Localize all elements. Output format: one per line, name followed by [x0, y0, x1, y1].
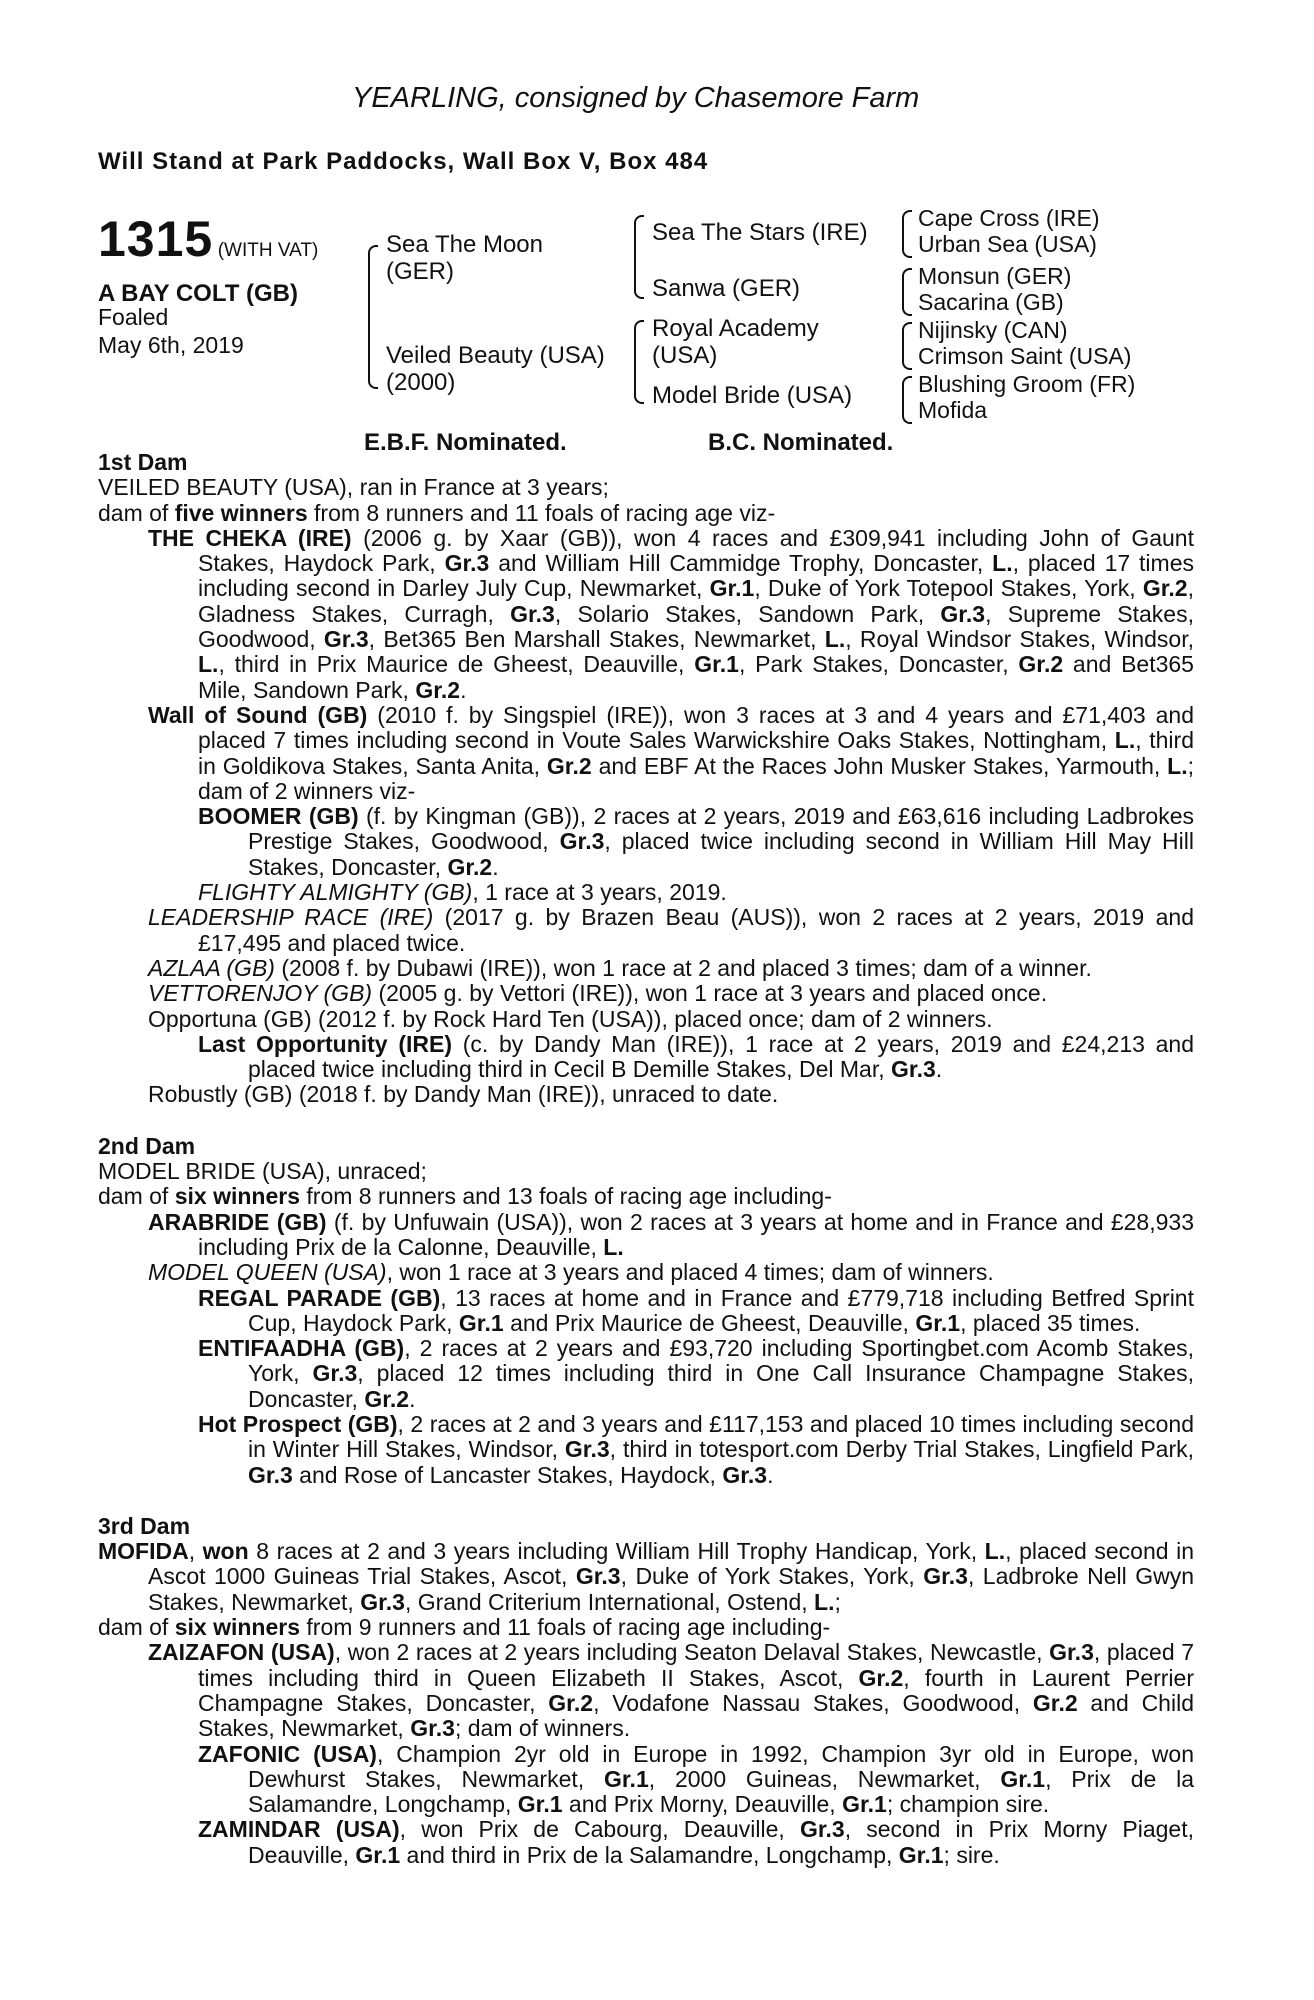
- dam-sire-line2: (USA): [652, 342, 718, 369]
- race-grade: Gr.2: [546, 752, 592, 779]
- pedigree-brace-g3-4: [902, 376, 912, 424]
- catalogue-body: [98, 450, 1194, 1868]
- pedigree-brace-g3-2: [902, 268, 912, 316]
- entry-text: 8 races at 2 and 3 years including William Hill Trophy Handicap, York,: [248, 1538, 985, 1565]
- second-dam-intro: MODEL BRIDE (USA), unraced;: [98, 1158, 427, 1185]
- race-grade: L.: [1167, 752, 1188, 779]
- horse-name: REGAL PARADE (GB): [198, 1284, 441, 1311]
- foaled-label: Foaled: [98, 304, 169, 330]
- horse-name: ENTIFAADHA (GB): [198, 1335, 405, 1362]
- horse-name: ZAIZAFON (USA): [148, 1639, 335, 1666]
- pedigree-brace-main: [368, 245, 378, 389]
- entry-vettorenjoy: [98, 981, 1194, 1006]
- entry-text: , Royal Windsor Stakes, Windsor,: [845, 626, 1194, 653]
- pedigree-brace-g3-3: [902, 322, 912, 370]
- entry-text: (2005 g. by Vettori (IRE)), won 1 race at 3 years and placed once.: [372, 980, 1048, 1007]
- entry-text: and Prix Maurice de Gheest, Deauville,: [503, 1309, 916, 1336]
- race-grade: Gr.2: [1142, 575, 1188, 602]
- entry-text: ; champion sire.: [886, 1791, 1050, 1818]
- third-dam-heading: 3rd Dam: [98, 1512, 191, 1539]
- horse-name: BOOMER (GB): [198, 803, 359, 830]
- entry-leadership-race: [98, 905, 1194, 956]
- race-grade: Gr.3: [559, 828, 605, 855]
- lot-number: 1315: [98, 211, 214, 267]
- race-grade: Gr.1: [915, 1309, 961, 1336]
- horse-name: AZLAA (GB): [148, 954, 275, 981]
- entry-wall-of-sound: [98, 703, 1194, 804]
- entry-arabride: [98, 1210, 1194, 1261]
- sale-title: YEARLING, consigned by Chasemore Farm: [352, 82, 920, 114]
- race-grade: L.: [198, 651, 219, 678]
- race-grade: Gr.3: [923, 1563, 968, 1590]
- entry-text: .: [409, 1385, 416, 1412]
- entry-text: , placed twice including second in William Hill May Hill Stakes, Doncaster,: [248, 828, 1194, 880]
- entry-text: , won 2 races at 2 years including Seaton Delaval Stakes, Newcastle,: [334, 1639, 1050, 1666]
- race-grade: Gr.3: [1049, 1639, 1094, 1666]
- dam-sire-line1: Royal Academy: [652, 315, 819, 342]
- dam-name: Veiled Beauty (USA): [386, 342, 605, 369]
- entry-text: , placed 12 times including third in One Call Insurance Champagne Stakes, Doncaster,: [248, 1360, 1194, 1412]
- sire-origin: (GER): [386, 258, 454, 285]
- race-grade: Gr.1: [842, 1791, 887, 1818]
- dam-dam: Model Bride (USA): [652, 382, 853, 409]
- entry-zaizafon: [98, 1640, 1194, 1741]
- entry-text: ;: [834, 1588, 841, 1615]
- race-grade: Gr.3: [799, 1816, 845, 1843]
- horse-name: MODEL QUEEN (USA): [148, 1259, 387, 1286]
- won-emphasis: won: [202, 1538, 249, 1565]
- race-grade: Gr.1: [1000, 1765, 1046, 1792]
- race-grade: L.: [992, 550, 1013, 577]
- entry-text: , Bet365 Ben Marshall Stakes, Newmarket,: [368, 626, 825, 653]
- entry-text: and Prix Morny, Deauville,: [562, 1791, 843, 1818]
- horse-name: FLIGHTY ALMIGHTY (GB): [198, 879, 473, 906]
- entry-model-queen: [98, 1260, 1194, 1285]
- entry-text: (2008 f. by Dubawi (IRE)), won 1 race at 2 and placed 3 times; dam of a winner.: [274, 954, 1092, 981]
- entry-robustly: Robustly (GB) (2018 f. by Dandy Man (IRE)), unraced to date.: [148, 1081, 779, 1108]
- entry-text: , 2 races at 2 years and £93,720 including Sportingbet.com Acomb Stakes, York,: [248, 1335, 1194, 1387]
- race-grade: L.: [814, 1588, 835, 1615]
- entry-text: , Vodafone Nassau Stakes, Goodwood,: [593, 1689, 1033, 1716]
- race-grade: Gr.1: [898, 1841, 944, 1868]
- horse-name: THE CHEKA (IRE): [148, 524, 352, 551]
- entry-text: (2010 f. by Singspiel (IRE)), won 3 races at 3 and 4 years and £71,403 and placed 7 times including second in Voute Sales Warwickshire Oaks Stakes, Nottingham,: [198, 701, 1194, 754]
- horse-name: ZAMINDAR (USA): [198, 1816, 400, 1843]
- entry-text: (f. by Kingman (GB)), 2 races at 2 years, 2019 and £63,616 including Ladbrokes Prestige Stakes, Goodwood,: [248, 803, 1194, 855]
- race-grade: Gr.3: [248, 1461, 293, 1488]
- entry-flighty-almighty: [98, 880, 1194, 905]
- entry-text: and EBF At the Races John Musker Stakes, Yarmouth,: [591, 752, 1168, 779]
- entry-text: ; dam of winners.: [454, 1715, 631, 1742]
- race-grade: Gr.2: [447, 853, 493, 880]
- entry-boomer: [98, 804, 1194, 880]
- gen3-6: Crimson Saint (USA): [918, 343, 1132, 369]
- entry-text: (c. by Dandy Man (IRE)), 1 race at 2 years, 2019 and £24,213 and placed twice including third in Cecil B Demille Stakes, Del Mar,: [248, 1030, 1194, 1083]
- entry-text: , second in Prix Morny Piaget, Deauville,: [248, 1816, 1194, 1868]
- entry-text: , 13 races at home and in France and £779,718 including Betfred Sprint Cup, Haydock Park,: [248, 1284, 1194, 1336]
- gen3-8: Mofida: [918, 397, 988, 423]
- race-grade: Gr.2: [415, 676, 461, 703]
- race-grade: L.: [984, 1538, 1006, 1565]
- race-grade: Gr.2: [364, 1385, 410, 1412]
- entry-text: , Duke of York Totepool Stakes, York,: [754, 575, 1143, 602]
- horse-name: Hot Prospect (GB): [198, 1410, 398, 1437]
- entry-text: , won 1 race at 3 years and placed 4 times; dam of winners.: [386, 1259, 994, 1286]
- entry-regal-parade: [98, 1286, 1194, 1337]
- entry-text: .: [935, 1056, 943, 1083]
- race-grade: Gr.1: [458, 1309, 504, 1336]
- horse-name: ARABRIDE (GB): [148, 1208, 327, 1235]
- entry-zafonic: [98, 1742, 1194, 1818]
- vat-label: (WITH VAT): [217, 240, 319, 261]
- bc-nominated: B.C. Nominated.: [708, 429, 894, 456]
- entry-text: , Gladness Stakes, Curragh,: [198, 575, 1194, 627]
- entry-text: and third in Prix de la Salamandre, Longchamp,: [400, 1841, 899, 1868]
- race-grade: Gr.2: [858, 1664, 904, 1691]
- race-grade: Gr.3: [360, 1588, 405, 1615]
- race-grade: Gr.1: [355, 1841, 401, 1868]
- entry-text: , Solario Stakes, Sandown Park,: [554, 600, 941, 627]
- entry-text: , third in totesport.com Derby Trial Stakes, Lingfield Park,: [609, 1436, 1194, 1463]
- pedigree-brace-g3-1: [902, 210, 912, 258]
- race-grade: Gr.3: [940, 600, 986, 627]
- race-grade: Gr.1: [603, 1765, 649, 1792]
- entry-text: , Park Stakes, Doncaster,: [738, 651, 1019, 678]
- second-dam-produce-summary: dam of six winners from 8 runners and 13 foals of racing age including-: [98, 1183, 832, 1210]
- race-grade: Gr.1: [517, 1791, 563, 1818]
- entry-the-cheka: [98, 526, 1194, 703]
- entry-text: (f. by Unfuwain (USA)), won 2 races at 3 years at home and in France and £28,933 including Prix de la Calonne, Deauville,: [198, 1208, 1194, 1260]
- ebf-nominated: E.B.F. Nominated.: [364, 429, 567, 456]
- dam-year: (2000): [386, 369, 456, 396]
- entry-text: .: [492, 853, 499, 880]
- entry-text: , placed 17 times including second in Darley July Cup, Newmarket,: [198, 550, 1194, 602]
- sire-dam: Sanwa (GER): [652, 275, 801, 302]
- race-grade: Gr.3: [564, 1436, 610, 1463]
- entry-entifaadha: [98, 1336, 1194, 1412]
- race-grade: Gr.3: [510, 600, 555, 627]
- race-grade: Gr.3: [410, 1715, 455, 1742]
- horse-name: Wall of Sound (GB): [148, 701, 368, 728]
- race-grade: Gr.1: [694, 651, 739, 678]
- race-grade: Gr.3: [312, 1360, 358, 1387]
- race-grade: L.: [603, 1233, 624, 1260]
- entry-text: , 2 races at 2 and 3 years and £117,153 and placed 10 times including second in Winter Hill Stakes, Windsor,: [248, 1410, 1194, 1463]
- entry-text: , Prix de la Salamandre, Longchamp,: [248, 1765, 1194, 1818]
- horse-name: VETTORENJOY (GB): [148, 980, 373, 1007]
- entry-text: and William Hill Cammidge Trophy, Doncaster,: [489, 550, 993, 577]
- first-dam-intro: VEILED BEAUTY (USA), ran in France at 3 years;: [98, 474, 609, 501]
- entry-text: , Ladbroke Nell Gwyn Stakes, Newmarket,: [148, 1563, 1195, 1615]
- entry-text: , 1 race at 3 years, 2019.: [472, 879, 727, 906]
- entry-text: , third in Goldikova Stakes, Santa Anita,: [198, 727, 1194, 779]
- pedigree-brace-sire: [634, 215, 644, 299]
- entry-text: , third in Prix Maurice de Gheest, Deauville,: [218, 651, 695, 678]
- entry-text: and Bet365 Mile, Sandown Park,: [198, 651, 1194, 703]
- entry-azlaa: [98, 956, 1194, 981]
- gen3-2: Urban Sea (USA): [918, 231, 1097, 257]
- first-dam-produce-summary: dam of five winners from 8 runners and 11 foals of racing age viz-: [98, 499, 776, 526]
- foaled-date: May 6th, 2019: [98, 332, 244, 358]
- entry-text: , placed 35 times.: [960, 1309, 1141, 1336]
- entry-text: , Champion 2yr old in Europe in 1992, Champion 3yr old in Europe, won Dewhurst Stakes, Newmarket,: [248, 1740, 1194, 1792]
- second-dam-heading: 2nd Dam: [98, 1132, 196, 1159]
- race-grade: Gr.2: [1018, 651, 1064, 678]
- entry-text: ; sire.: [943, 1841, 1000, 1868]
- entry-text: , placed 7 times including third in Queen Elizabeth II Stakes, Ascot,: [198, 1639, 1194, 1691]
- entry-hot-prospect: [98, 1412, 1194, 1488]
- entry-text: , won Prix de Cabourg, Deauville,: [399, 1816, 800, 1843]
- stand-location: Will Stand at Park Paddocks, Wall Box V, Box 484: [98, 148, 709, 175]
- horse-name: MOFIDA: [98, 1538, 189, 1565]
- race-grade: Gr.2: [1032, 1689, 1078, 1716]
- entry-text: (2017 g. by Brazen Beau (AUS)), won 2 races at 2 years, 2019 and £17,495 and placed twice.: [198, 904, 1195, 956]
- horse-name: LEADERSHIP RACE (IRE): [148, 904, 434, 931]
- entry-text: and Child Stakes, Newmarket,: [198, 1689, 1194, 1742]
- race-grade: Gr.3: [722, 1461, 768, 1488]
- gen3-3: Monsun (GER): [918, 263, 1072, 289]
- race-grade: Gr.3: [323, 626, 369, 653]
- entry-text: (2006 g. by Xaar (GB)), won 4 races and £309,941 including John of Gaunt Stakes, Haydock Park,: [198, 524, 1194, 577]
- sire-sire: Sea The Stars (IRE): [652, 219, 868, 246]
- entry-text: ,: [188, 1538, 203, 1565]
- entry-text: .: [767, 1461, 774, 1488]
- entry-text: ; dam of 2 winners viz-: [198, 752, 1194, 804]
- race-grade: Gr.2: [548, 1689, 594, 1716]
- lot-description: A BAY COLT (GB): [98, 280, 299, 307]
- race-grade: Gr.3: [575, 1563, 621, 1590]
- gen3-7: Blushing Groom (FR): [918, 371, 1136, 397]
- pedigree-brace-dam: [634, 320, 644, 404]
- entry-text: , Supreme Stakes, Goodwood,: [198, 600, 1194, 653]
- lot-header: [98, 210, 318, 268]
- entry-text: , Grand Criterium International, Ostend,: [404, 1588, 815, 1615]
- race-grade: L.: [1114, 727, 1136, 754]
- race-grade: Gr.3: [444, 550, 490, 577]
- gen3-5: Nijinsky (CAN): [918, 317, 1068, 343]
- race-grade: Gr.3: [891, 1056, 936, 1083]
- horse-name: Last Opportunity (IRE): [198, 1030, 452, 1057]
- gen3-1: Cape Cross (IRE): [918, 205, 1100, 231]
- horse-name: ZAFONIC (USA): [198, 1740, 377, 1767]
- entry-text: , fourth in Laurent Perrier Champagne Stakes, Doncaster,: [198, 1664, 1194, 1716]
- entry-last-opportunity: [98, 1032, 1194, 1083]
- entry-text: , 2000 Guineas, Newmarket,: [648, 1765, 1001, 1792]
- entry-text: , placed second in Ascot 1000 Guineas Trial Stakes, Ascot,: [148, 1538, 1195, 1590]
- entry-text: and Rose of Lancaster Stakes, Haydock,: [292, 1461, 723, 1488]
- entry-text: , Duke of York Stakes, York,: [620, 1563, 924, 1590]
- entry-opportuna: Opportuna (GB) (2012 f. by Rock Hard Ten (USA)), placed once; dam of 2 winners.: [148, 1005, 993, 1032]
- gen3-4: Sacarina (GB): [918, 289, 1064, 315]
- entry-mofida: [98, 1539, 1194, 1615]
- sire-name: Sea The Moon: [386, 231, 543, 258]
- entry-zamindar: [98, 1817, 1194, 1868]
- third-dam-produce-summary: dam of six winners from 9 runners and 11 foals of racing age including-: [98, 1614, 831, 1641]
- race-grade: Gr.1: [709, 575, 755, 602]
- entry-text: .: [460, 676, 467, 703]
- race-grade: L.: [824, 626, 846, 653]
- first-dam-heading: 1st Dam: [98, 449, 188, 475]
